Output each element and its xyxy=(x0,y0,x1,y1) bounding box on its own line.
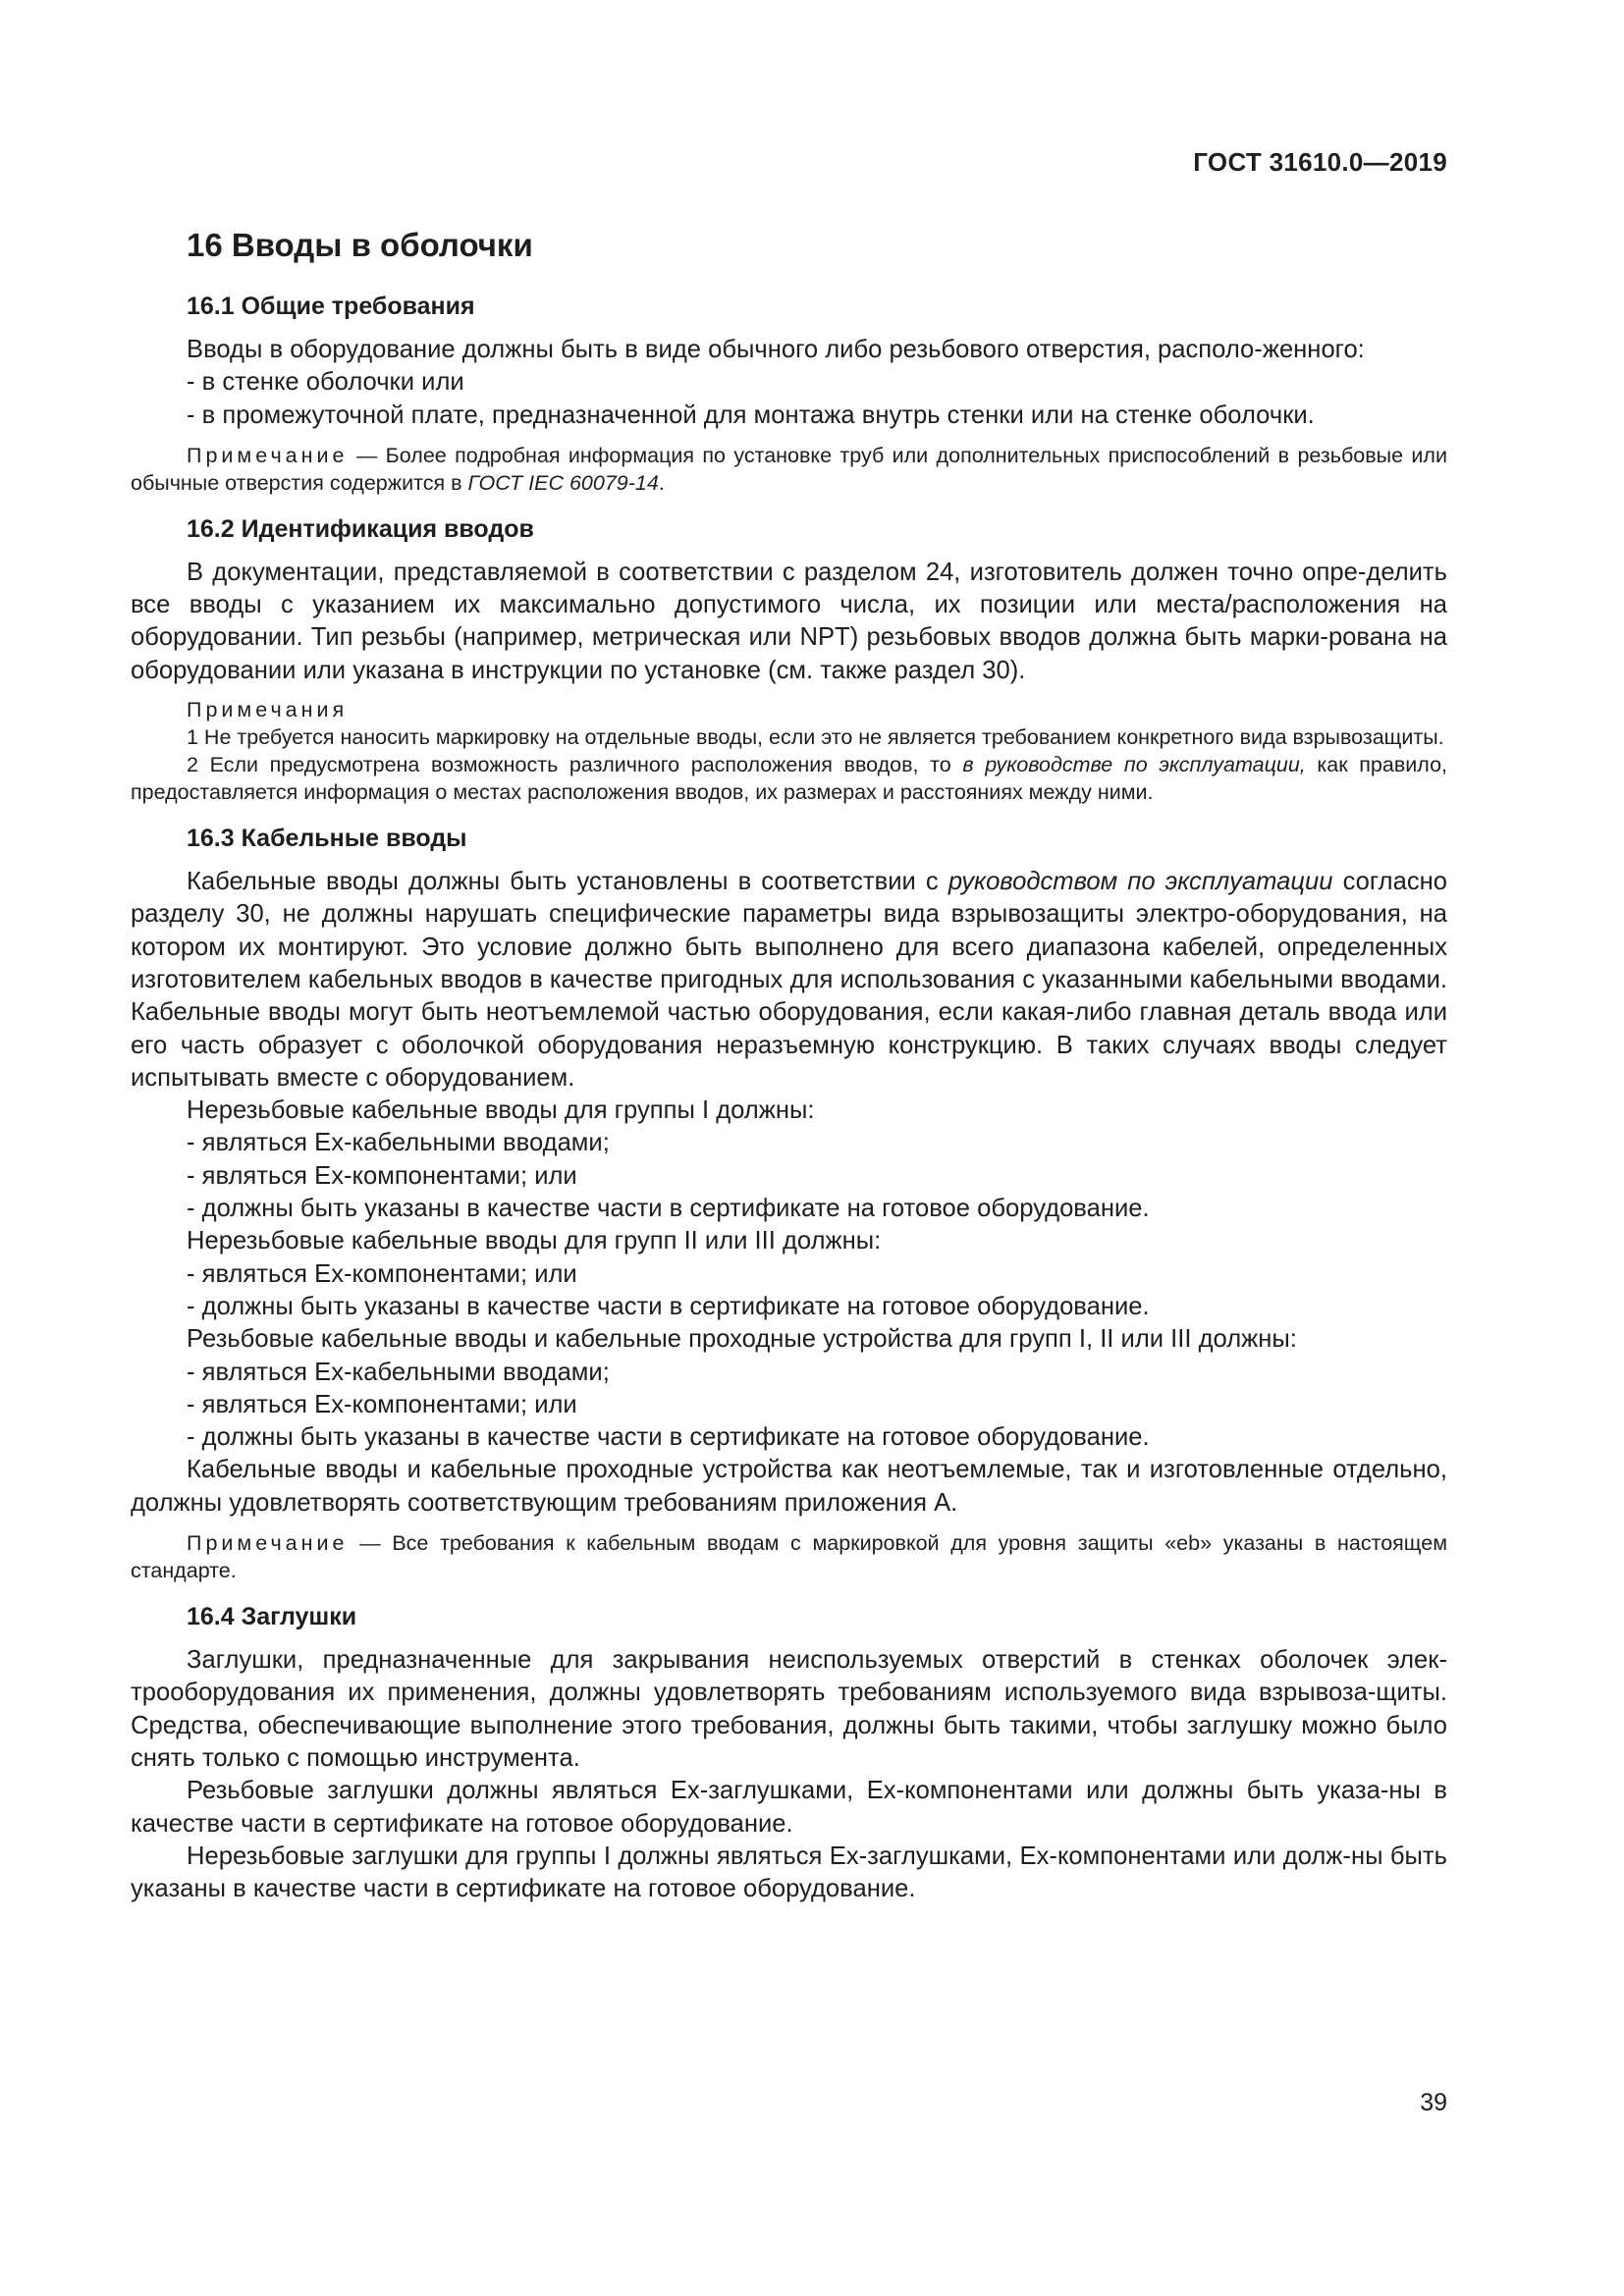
page-content xyxy=(131,221,1447,1905)
paragraph: Нерезьбовые кабельные вводы для группы I должны: xyxy=(187,1096,815,1125)
paragraph-text: Кабельные вводы должны быть установлены в соответствии с xyxy=(187,868,948,896)
list-item: - должны быть указаны в качестве части в сертификате на готовое оборудование. xyxy=(187,1292,1150,1320)
note-reference: ГОСТ IEC 60079-14 xyxy=(467,470,659,495)
note-label: Примечание xyxy=(187,1531,349,1556)
note-2-text-end: как правило, предоставляется информация о местах расположения вводов, их размерах и расстояниях между ними. xyxy=(131,753,1447,805)
note-text: — Более подробная информация по установке труб или дополнительных приспособлений в резьбовые или обычные отверстия содержится в xyxy=(131,443,1447,495)
page-number: 39 xyxy=(1420,2089,1447,2116)
note-text: — Все требования к кабельным вводам с маркировкой для уровня защиты «eb» указаны в настоящем стандарте. xyxy=(131,1531,1447,1583)
paragraph: Заглушки, предназначенные для закрывания неиспользуемых отверстий в стенках оболочек элек-трооборудования их применения, должны удовлетворять требованиям используемого вида взрывоза-щиты. Средства, обеспечивающие выполнение этого требования, должны быть такими, чтобы заглушку можно было снять только с помощью инструмента. xyxy=(131,1646,1447,1772)
document-header: ГОСТ 31610.0—2019 xyxy=(1193,147,1447,177)
note-label: Примечание xyxy=(187,443,349,467)
paragraph: В документации, представляемой в соответствии с разделом 24, изготовитель должен точно опре-делить все вводы с указанием их максимально допустимого числа, их позиции или места/расположения на оборудовании. Тип резьбы (например, метрическая или NPT) резьбовых вводов должна быть марки-рована на оборудовании или указана в инструкции по установке (см. также раздел 30). xyxy=(131,558,1447,684)
list-item: - являться Ex-компонентами; или xyxy=(187,1161,577,1190)
note-end: . xyxy=(658,470,665,495)
paragraph: Кабельные вводы и кабельные проходные устройства как неотъемлемые, так и изготовленные отдельно, должны удовлетворять соответствующим требованиям приложения А. xyxy=(131,1456,1447,1517)
list-item: - должны быть указаны в качестве части в сертификате на готовое оборудование. xyxy=(187,1423,1150,1452)
subsection-title-16-2: 16.2 Идентификация вводов xyxy=(187,514,534,543)
paragraph: Нерезьбовые кабельные вводы для групп II или III должны: xyxy=(187,1227,882,1255)
notes-label: Примечания xyxy=(187,698,349,722)
note-2 xyxy=(131,751,1447,806)
subsection-title-16-1: 16.1 Общие требования xyxy=(187,293,475,320)
paragraph: Резьбовые заглушки должны являться Ex-заглушками, Ex-компонентами или должны быть указа-ны в качестве части в сертификате на готовое оборудование. xyxy=(131,1777,1447,1838)
note-1: 1 Не требуется наносить маркировку на отдельные вводы, если это не является требованием конкретного вида взрывозащиты. xyxy=(187,725,1444,750)
note-2-text: 2 Если предусмотрена возможность различного расположения вводов, то xyxy=(187,753,963,777)
paragraph: Вводы в оборудование должны быть в виде обычного либо резьбового отверстия, располо-женного: xyxy=(187,336,1365,363)
paragraph: Резьбовые кабельные вводы и кабельные проходные устройства для групп I, II или III должны: xyxy=(187,1325,1297,1354)
list-item: - в промежуточной плате, предназначенной для монтажа внутрь стенки или на стенке оболочки. xyxy=(187,400,1315,429)
note-2-italic: в руководстве по эксплуатации, xyxy=(962,753,1306,777)
section-title: 16 Вводы в оболочки xyxy=(187,227,533,263)
list-item: - являться Ex-кабельными вводами; xyxy=(187,1358,610,1386)
list-item: - являться Ex-компонентами; или xyxy=(187,1390,577,1418)
list-item: - являться Ex-кабельными вводами; xyxy=(187,1129,610,1157)
paragraph-text-end: согласно разделу 30, не должны нарушать специфические параметры вида взрывозащиты электро-оборудования, на котором их монтируют. Это условие должно быть выполнено для всего диапазона кабелей, определенных изготовителем кабельных вводов в качестве пригодных для использования с указанными кабельными вводами. Кабельные вводы могут быть неотъемлемой частью оборудования, если какая-либо главная деталь ввода или его часть образует с оболочкой оборудования неразъемную конструкцию. В таких случаях вводы следует испытывать вместе с оборудованием. xyxy=(131,868,1447,1092)
subsection-title-16-4: 16.4 Заглушки xyxy=(187,1603,357,1631)
list-item: - являться Ex-компонентами; или xyxy=(187,1259,577,1288)
paragraph-italic: руководством по эксплуатации xyxy=(947,868,1333,896)
note xyxy=(131,442,1447,497)
note xyxy=(131,1529,1447,1584)
paragraph xyxy=(131,866,1447,1095)
list-item: - должны быть указаны в качестве части в сертификате на готовое оборудование. xyxy=(187,1195,1150,1223)
subsection-title-16-3: 16.3 Кабельные вводы xyxy=(187,825,467,853)
paragraph: Нерезьбовые заглушки для группы I должны являться Ex-заглушками, Ex-компонентами или долж-ны быть указаны в качестве части в сертификате на готовое оборудование. xyxy=(131,1842,1447,1903)
list-item: - в стенке оболочки или xyxy=(187,368,464,397)
